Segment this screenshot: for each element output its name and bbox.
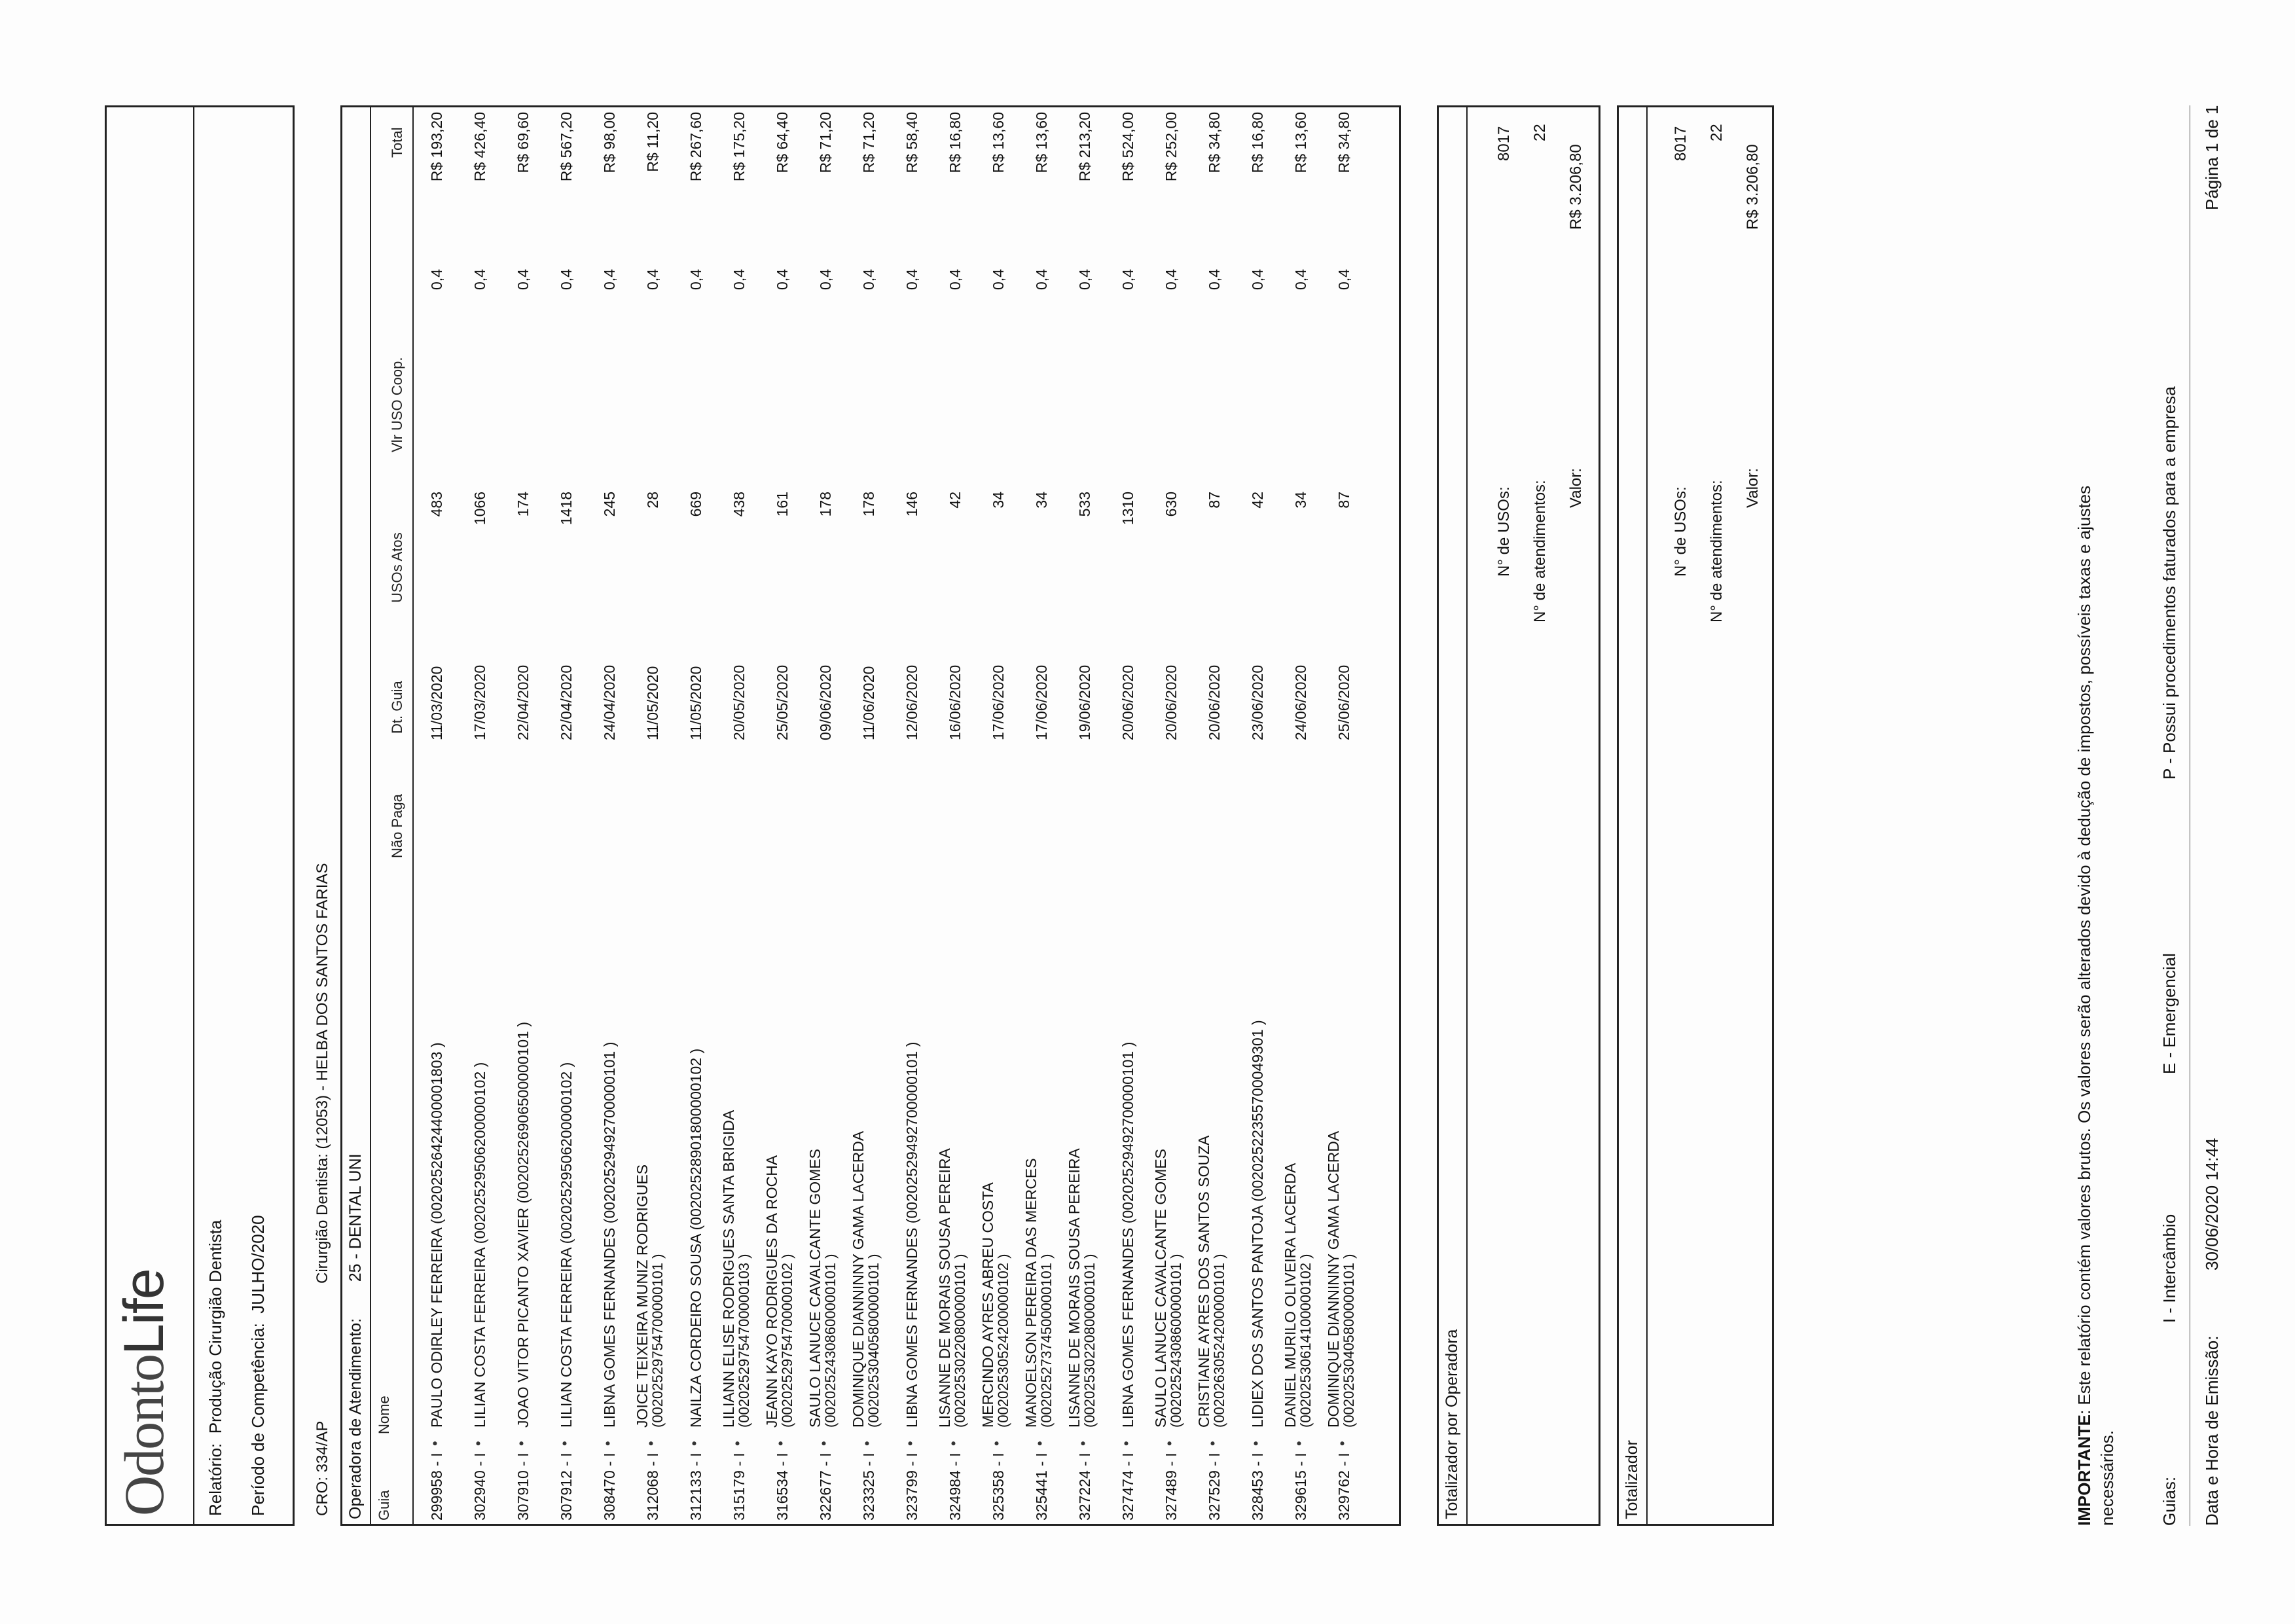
total-cell: R$ 34,80 [1206, 112, 1223, 173]
nome-cell: LILIANN ELISE RODRIGUES SANTA BRIGIDA [720, 1110, 737, 1428]
handwritten-check-mark: • [600, 1441, 616, 1446]
nome-code-cell: (00202529754700000101 ) [649, 1254, 666, 1428]
vlr-uso-cell: 0,4 [990, 269, 1007, 290]
guia-cell: 323325 - I [860, 1453, 877, 1521]
table-row [543, 105, 589, 1526]
handwritten-check-mark: • [859, 1441, 875, 1446]
handwritten-check-mark: • [686, 1441, 702, 1446]
nome-code-cell: (00202527374500000101 ) [1038, 1254, 1055, 1428]
vlr-uso-cell: 0,4 [860, 269, 877, 290]
guia-cell: 308470 - I [601, 1453, 618, 1521]
table-row [1191, 105, 1237, 1526]
usos-atos-cell: 438 [731, 492, 748, 517]
report-period: Período de Competência: JULHO/2020 [248, 1215, 268, 1516]
cro-label: CRO: 334/AP [314, 1420, 331, 1516]
guia-cell: 302940 - I [471, 1453, 488, 1521]
vlr-uso-cell: 0,4 [1076, 269, 1093, 290]
total-cell: R$ 252,00 [1163, 112, 1180, 182]
handwritten-check-mark: • [816, 1441, 832, 1446]
dt-guia-cell: 20/05/2020 [731, 664, 748, 740]
guia-cell: 327529 - I [1206, 1453, 1223, 1521]
table-row [1235, 105, 1280, 1526]
dt-guia-cell: 17/03/2020 [471, 664, 488, 740]
table-divider-operadora [370, 105, 371, 1526]
total-cell: R$ 193,20 [428, 112, 445, 182]
table-row [846, 105, 892, 1526]
table-row [1278, 105, 1324, 1526]
nome-cell: SAULO LANUCE CAVALCANTE GOMES [806, 1148, 823, 1428]
dt-guia-cell: 20/06/2020 [1119, 664, 1136, 740]
handwritten-check-mark: • [643, 1441, 659, 1446]
guia-cell: 312068 - I [644, 1453, 661, 1521]
table-row [975, 105, 1021, 1526]
handwritten-check-mark: • [1291, 1441, 1307, 1446]
usos-atos-cell: 34 [1033, 492, 1050, 509]
handwritten-check-mark: • [902, 1441, 918, 1446]
nome-cell: DOMINIQUE DIANNINNY GAMA LACERDA [1325, 1130, 1342, 1428]
total-cell: R$ 175,20 [731, 112, 748, 182]
usos-atos-cell: 245 [601, 492, 618, 517]
nome-code-cell: (00202530220800000101 ) [1081, 1254, 1098, 1428]
vlr-uso-cell: 0,4 [903, 269, 920, 290]
nome-cell: CRISTIANE AYRES DOS SANTOS SOUZA [1195, 1135, 1212, 1428]
usos-atos-cell: 178 [860, 492, 877, 517]
table-row [457, 105, 503, 1526]
totalizador-operadora-atend-label: N° de atendimentos: [1531, 480, 1549, 623]
totalizador-operadora-box [1437, 105, 1600, 1526]
guia-cell: 315179 - I [731, 1453, 748, 1521]
totalizador-operadora-valor-label: Valor: [1567, 468, 1585, 508]
totalizador-operadora-atend-value: 22 [1531, 124, 1549, 141]
total-cell: R$ 426,40 [471, 112, 488, 182]
vlr-uso-cell: 0,4 [687, 269, 704, 290]
nome-cell: LISANNE DE MORAIS SOUSA PEREIRA [1066, 1148, 1083, 1428]
nome-code-cell: (00202529754700000102 ) [779, 1254, 795, 1428]
vlr-uso-cell: 0,4 [515, 269, 532, 290]
guia-cell: 325441 - I [1033, 1453, 1050, 1521]
nome-cell: DANIEL MURILO OLIVEIRA LACERDA [1282, 1163, 1299, 1428]
dt-guia-cell: 22/04/2020 [558, 664, 575, 740]
header-divider [193, 105, 194, 1526]
nome-cell: LILIAN COSTA FERREIRA (00202529506200000102 ) [558, 1062, 575, 1428]
usos-atos-cell: 161 [774, 492, 791, 517]
guia-cell: 327474 - I [1119, 1453, 1136, 1521]
vlr-uso-cell: 0,4 [428, 269, 445, 290]
nome-cell: LIDIEX DOS SANTOS PANTOJA (00202522355700049301 ) [1249, 1020, 1266, 1428]
vlr-uso-cell: 0,4 [1335, 269, 1352, 290]
dt-guia-cell: 11/06/2020 [860, 666, 877, 740]
col-header-dt-guia: Dt. Guia [389, 681, 405, 734]
table-row [1105, 105, 1151, 1526]
report-title: Relatório: Produção Cirurgião Dentista [206, 1219, 225, 1516]
vlr-uso-cell: 0,4 [731, 269, 748, 290]
vlr-uso-cell: 0,4 [1206, 269, 1223, 290]
table-row [932, 105, 978, 1526]
guia-cell: 307910 - I [515, 1453, 532, 1521]
guias-legend-intercambio: I - Intercâmbio [2159, 1214, 2179, 1323]
nome-code-cell: (00202524308600000101 ) [822, 1254, 839, 1428]
usos-atos-cell: 630 [1163, 492, 1180, 517]
totalizador-operadora-divider [1466, 105, 1468, 1526]
dt-guia-cell: 25/05/2020 [774, 664, 791, 740]
dt-guia-cell: 20/06/2020 [1206, 664, 1223, 740]
nome-code-cell: (00202530405800000101 ) [865, 1254, 882, 1428]
dt-guia-cell: 12/06/2020 [903, 664, 920, 740]
dt-guia-cell: 09/06/2020 [817, 664, 834, 740]
handwritten-check-mark: • [1204, 1441, 1221, 1446]
total-cell: R$ 16,80 [947, 112, 964, 173]
col-header-nome: Nome [376, 1396, 392, 1434]
nome-cell: LIBNA GOMES FERNANDES (00202529492700000101 ) [1119, 1041, 1136, 1428]
usos-atos-cell: 42 [1249, 492, 1266, 509]
handwritten-check-mark: • [556, 1441, 573, 1446]
totalizador-atend-value: 22 [1708, 124, 1726, 141]
totalizador-valor-value: R$ 3.206,80 [1744, 144, 1762, 230]
table-row [587, 105, 632, 1526]
totalizador-box [1617, 105, 1774, 1526]
vlr-uso-cell: 0,4 [471, 269, 488, 290]
total-cell: R$ 13,60 [990, 112, 1007, 173]
importante-note-line2: necessários. [2097, 1430, 2117, 1526]
table-row [500, 105, 546, 1526]
nome-cell: LIBNA GOMES FERNANDES (00202529492700000101 ) [903, 1041, 920, 1428]
nome-code-cell: (00202530524200000102 ) [995, 1254, 1011, 1428]
dt-guia-cell: 17/06/2020 [990, 664, 1007, 740]
handwritten-check-mark: • [1334, 1441, 1350, 1446]
guia-cell: 322677 - I [817, 1453, 834, 1521]
dt-guia-cell: 17/06/2020 [1033, 664, 1050, 740]
table-row [630, 105, 676, 1526]
guia-cell: 325358 - I [990, 1453, 1007, 1521]
total-cell: R$ 98,00 [601, 112, 618, 173]
total-cell: R$ 71,20 [817, 112, 834, 173]
usos-atos-cell: 483 [428, 492, 445, 517]
nome-code-cell: (00202530405800000101 ) [1341, 1254, 1357, 1428]
col-header-total: Total [389, 127, 405, 158]
dt-guia-cell: 11/05/2020 [644, 666, 661, 740]
operadora-label: Operadora de Atendimento: 25 - DENTAL UNI [346, 1153, 365, 1519]
guia-cell: 327489 - I [1163, 1453, 1180, 1521]
total-cell: R$ 213,20 [1076, 112, 1093, 182]
dt-guia-cell: 16/06/2020 [947, 664, 964, 740]
usos-atos-cell: 669 [687, 492, 704, 517]
table-row [716, 105, 762, 1526]
vlr-uso-cell: 0,4 [817, 269, 834, 290]
usos-atos-cell: 174 [515, 492, 532, 517]
vlr-uso-cell: 0,4 [1163, 269, 1180, 290]
dt-guia-cell: 25/06/2020 [1335, 664, 1352, 740]
table-row [1019, 105, 1064, 1526]
col-header-guia: Guia [376, 1490, 392, 1521]
guia-cell: 328453 - I [1249, 1453, 1266, 1521]
vlr-uso-cell: 0,4 [774, 269, 791, 290]
vlr-uso-cell: 0,4 [644, 269, 661, 290]
total-cell: R$ 34,80 [1335, 112, 1352, 173]
nome-cell: JEANN KAYO RODRIGUES DA ROCHA [763, 1155, 780, 1428]
dt-guia-cell: 11/05/2020 [687, 666, 704, 740]
vlr-uso-cell: 0,4 [601, 269, 618, 290]
nome-code-cell: (00202630524200000101 ) [1211, 1254, 1227, 1428]
guia-cell: 299958 - I [428, 1453, 445, 1521]
total-cell: R$ 13,60 [1033, 112, 1050, 173]
nome-cell: JOAO VITOR PICANTO XAVIER (00202526906500000101 ) [515, 1021, 532, 1428]
nome-cell: LIBNA GOMES FERNANDES (00202529492700000101 ) [601, 1041, 618, 1428]
totalizador-atend-label: N° de atendimentos: [1708, 480, 1726, 623]
handwritten-check-mark: • [470, 1441, 486, 1446]
nome-cell: SAULO LANUCE CAVALCANTE GOMES [1152, 1148, 1169, 1428]
usos-atos-cell: 42 [947, 492, 964, 509]
nome-code-cell: (00202524308600000101 ) [1168, 1254, 1184, 1428]
totalizador-operadora-usos-value: 8017 [1495, 126, 1513, 161]
usos-atos-cell: 1066 [471, 492, 488, 526]
totalizador-usos-value: 8017 [1672, 126, 1690, 161]
dt-guia-cell: 22/04/2020 [515, 664, 532, 740]
table-row [673, 105, 719, 1526]
total-cell: R$ 267,60 [687, 112, 704, 182]
nome-cell: DOMINIQUE DIANNINNY GAMA LACERDA [850, 1130, 867, 1428]
totalizador-usos-label: N° de USOs: [1672, 486, 1690, 577]
totalizador-divider [1646, 105, 1648, 1526]
total-cell: R$ 567,20 [558, 112, 575, 182]
nome-cell: JOICE TEIXEIRA MUNIZ RODRIGUES [634, 1164, 651, 1428]
totalizador-title: Totalizador [1623, 1440, 1641, 1519]
guias-legend-empresa: P - Possui procedimentos faturados para a empresa [2159, 386, 2179, 780]
dt-guia-cell: 19/06/2020 [1076, 664, 1093, 740]
handwritten-check-mark: • [427, 1441, 443, 1446]
guia-cell: 324984 - I [947, 1453, 964, 1521]
emissao-value: 30/06/2020 14:44 [2202, 1138, 2222, 1271]
nome-cell: NAILZA CORDEIRO SOUSA (00202528901800000102 ) [687, 1048, 704, 1428]
totalizador-valor-label: Valor: [1744, 468, 1762, 508]
guia-cell: 329615 - I [1292, 1453, 1309, 1521]
nome-cell: MANOELSON PEREIRA DAS MERCES [1022, 1158, 1039, 1428]
handwritten-check-mark: • [729, 1441, 746, 1446]
odontolife-logo: OdontoLife [113, 1269, 175, 1516]
nome-cell: PAULO ODIRLEY FERREIRA (00202526424400001803 ) [428, 1042, 445, 1428]
total-cell: R$ 13,60 [1292, 112, 1309, 173]
handwritten-check-mark: • [1161, 1441, 1178, 1446]
table-row [889, 105, 935, 1526]
usos-atos-cell: 533 [1076, 492, 1093, 517]
table-row [1148, 105, 1194, 1526]
col-header-usos-atos: USOs Atos [389, 532, 405, 603]
guia-cell: 307912 - I [558, 1453, 575, 1521]
totalizador-operadora-usos-label: N° de USOs: [1495, 486, 1513, 577]
usos-atos-cell: 28 [644, 492, 661, 509]
total-cell: R$ 11,20 [644, 112, 661, 172]
handwritten-check-mark: • [1118, 1441, 1134, 1446]
vlr-uso-cell: 0,4 [558, 269, 575, 290]
vlr-uso-cell: 0,4 [1292, 269, 1309, 290]
col-header-nao-paga: Não Paga [389, 794, 405, 858]
nome-cell: LILIAN COSTA FERREIRA (00202529506200000102 ) [471, 1062, 488, 1428]
usos-atos-cell: 178 [817, 492, 834, 517]
total-cell: R$ 69,60 [515, 112, 532, 173]
total-cell: R$ 58,40 [903, 112, 920, 173]
vlr-uso-cell: 0,4 [947, 269, 964, 290]
nome-code-cell: (00202530220800000101 ) [952, 1254, 968, 1428]
usos-atos-cell: 34 [1292, 492, 1309, 509]
usos-atos-cell: 87 [1206, 492, 1223, 509]
table-row [1062, 105, 1108, 1526]
handwritten-check-mark: • [772, 1441, 789, 1446]
nome-code-cell: (00202529754700000103 ) [736, 1254, 752, 1428]
handwritten-check-mark: • [1075, 1441, 1091, 1446]
col-header-vlr-uso: Vlr USO Coop. [389, 357, 405, 452]
table-row [414, 105, 460, 1526]
total-cell: R$ 71,20 [860, 112, 877, 173]
dt-guia-cell: 24/04/2020 [601, 664, 618, 740]
usos-atos-cell: 87 [1335, 492, 1352, 509]
table-row [803, 105, 848, 1526]
dt-guia-cell: 11/03/2020 [428, 666, 445, 740]
vlr-uso-cell: 0,4 [1033, 269, 1050, 290]
guia-cell: 323799 - I [903, 1453, 920, 1521]
vlr-uso-cell: 0,4 [1249, 269, 1266, 290]
totalizador-operadora-title: Totalizador por Operadora [1443, 1329, 1461, 1519]
dentist-label: Cirurgião Dentista: (12053) - HELBA DOS SANTOS FARIAS [314, 863, 331, 1284]
total-cell: R$ 524,00 [1119, 112, 1136, 182]
handwritten-check-mark: • [988, 1441, 1005, 1446]
guia-cell: 312133 - I [687, 1453, 704, 1521]
dt-guia-cell: 24/06/2020 [1292, 664, 1309, 740]
total-cell: R$ 64,40 [774, 112, 791, 173]
handwritten-check-mark: • [1032, 1441, 1048, 1446]
guia-cell: 329762 - I [1335, 1453, 1352, 1521]
handwritten-check-mark: • [1248, 1441, 1264, 1446]
importante-note: IMPORTANTE: Este relatório contém valores brutos. Os valores serão alterados devido à dedução de impostos, possíveis taxas e ajustes [2074, 485, 2094, 1526]
nome-code-cell: (00202530614100000102 ) [1297, 1254, 1314, 1428]
page-number: Página 1 de 1 [2202, 105, 2222, 210]
table-row [1321, 105, 1367, 1526]
emissao-label: Data e Hora de Emissão: [2202, 1335, 2222, 1526]
dt-guia-cell: 20/06/2020 [1163, 664, 1180, 740]
table-body [414, 105, 1396, 1526]
guia-cell: 316534 - I [774, 1453, 791, 1521]
total-cell: R$ 16,80 [1249, 112, 1266, 173]
usos-atos-cell: 1310 [1119, 492, 1136, 526]
handwritten-check-mark: • [945, 1441, 962, 1446]
usos-atos-cell: 34 [990, 492, 1007, 509]
guia-cell: 327224 - I [1076, 1453, 1093, 1521]
usos-atos-cell: 146 [903, 492, 920, 517]
usos-atos-cell: 1418 [558, 492, 575, 526]
totalizador-operadora-valor-value: R$ 3.206,80 [1567, 144, 1585, 230]
nome-cell: LISANNE DE MORAIS SOUSA PEREIRA [936, 1148, 953, 1428]
guias-legend-emergencial: E - Emergencial [2159, 953, 2179, 1074]
handwritten-check-mark: • [513, 1441, 530, 1446]
guias-legend-label: Guias: [2159, 1476, 2179, 1526]
nome-cell: MERCINDO AYRES ABREU COSTA [979, 1182, 996, 1428]
table-row [759, 105, 805, 1526]
dt-guia-cell: 23/06/2020 [1249, 664, 1266, 740]
vlr-uso-cell: 0,4 [1119, 269, 1136, 290]
